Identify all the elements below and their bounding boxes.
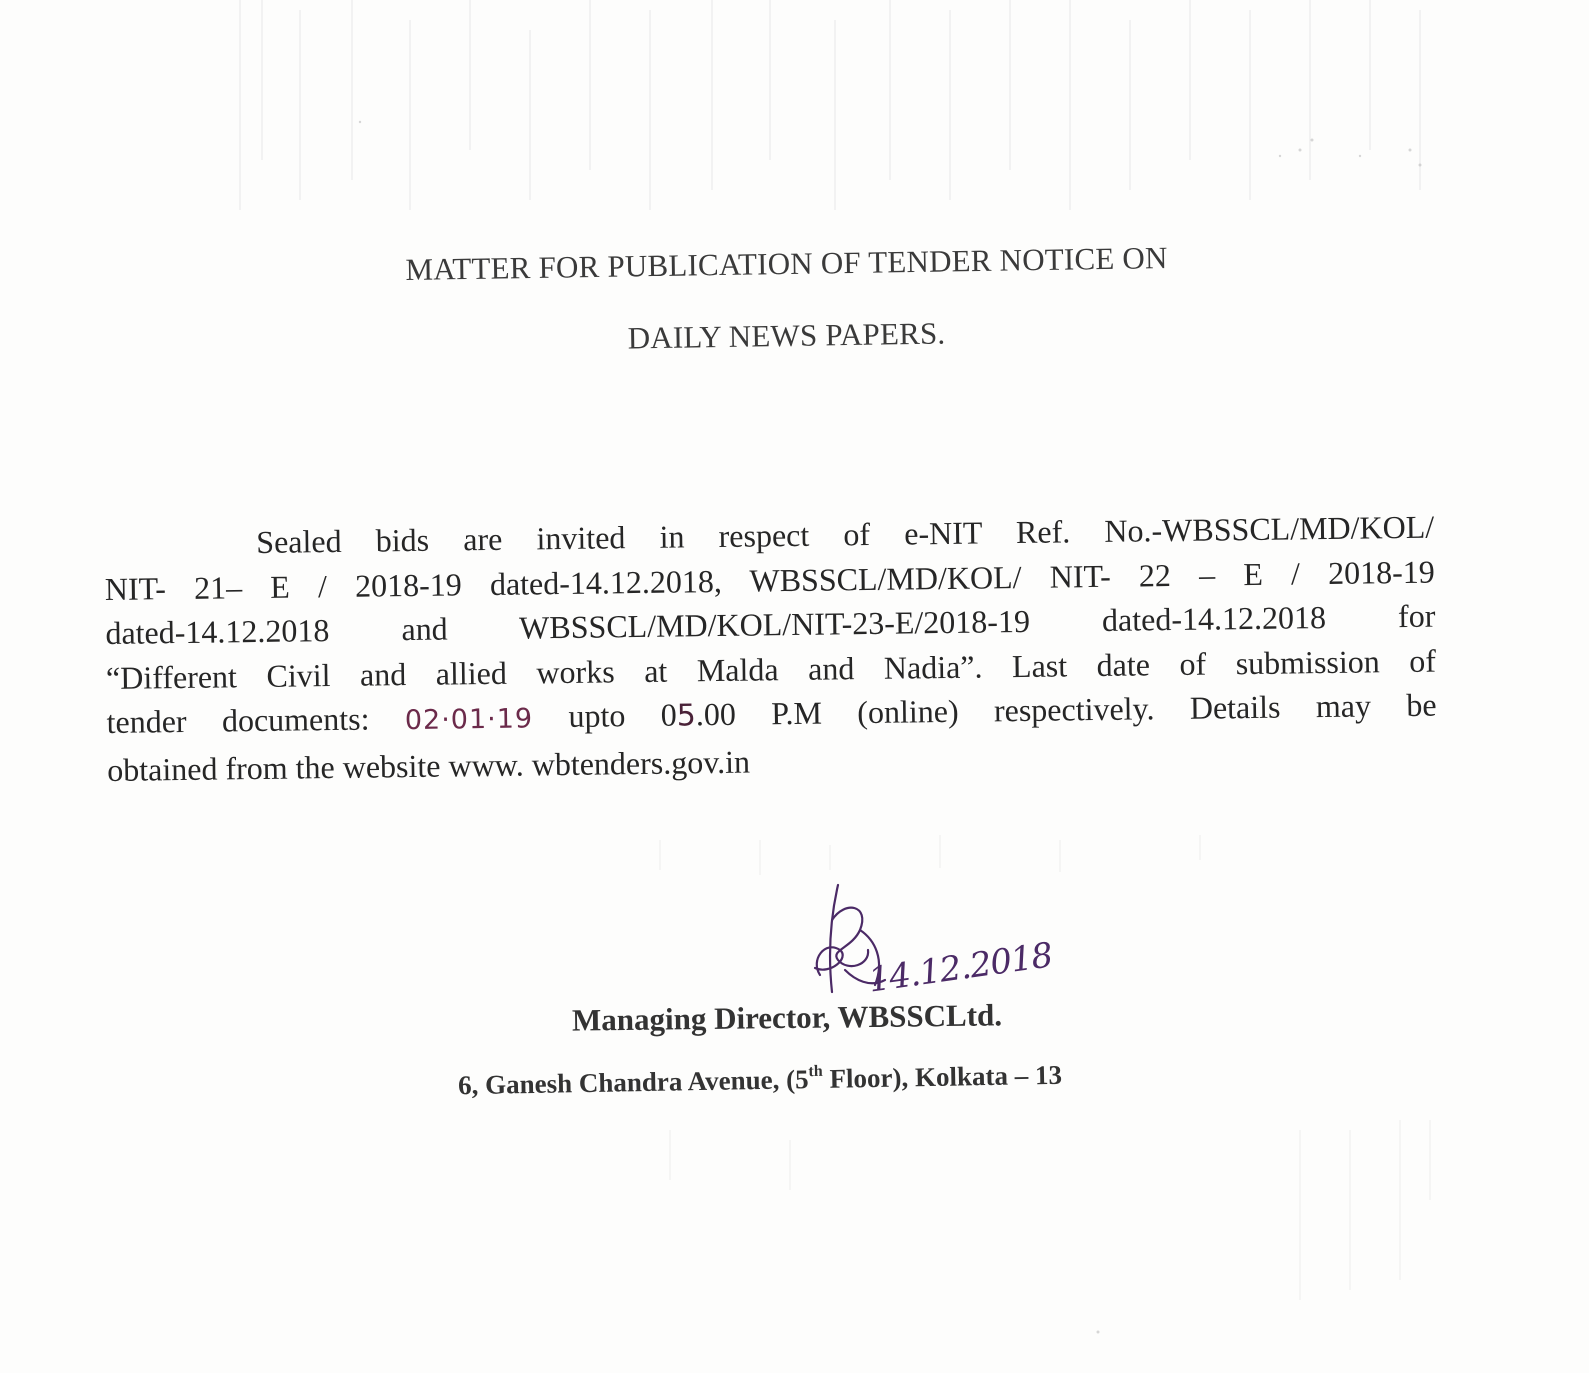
body-line-5-prefix: tender documents: xyxy=(106,700,370,740)
body-line-3: dated-14.12.2018 and WBSSCL/MD/KOL/NIT-23-E/2018-19 dated-14.12.2018 for xyxy=(105,597,1436,651)
signatory-designation: Managing Director, WBSSCLtd. xyxy=(571,997,1003,1038)
handwritten-submission-date: 02·01·19 xyxy=(404,703,534,737)
body-line-5-suffix: .00 P.M (online) respectively. Details may be xyxy=(695,686,1437,733)
address-part-2: Floor), Kolkata – 13 xyxy=(822,1059,1063,1094)
notice-heading-line-2: DAILY NEWS PAPERS. xyxy=(627,315,946,356)
body-line-1: Sealed bids are invited in respect of e-NIT Ref. No.-WBSSCL/MD/KOL/ xyxy=(256,508,1435,561)
signature-date: 14.12.2018 xyxy=(866,935,1055,1001)
address-ordinal: th xyxy=(808,1062,823,1081)
notice-body xyxy=(104,505,1437,792)
body-line-5-mid: upto 0 xyxy=(568,696,677,734)
body-line-4: “Different Civil and allied works at Malda and Nadia”. Last date of submission of xyxy=(105,642,1437,696)
notice-heading-line-1: MATTER FOR PUBLICATION OF TENDER NOTICE ON xyxy=(405,240,1168,287)
handwritten-hour-digit: 5 xyxy=(676,698,697,734)
body-line-6: obtained from the website www. wbtenders.gov.in xyxy=(107,743,751,788)
address-part-1: 6, Ganesh Chandra Avenue, (5 xyxy=(457,1064,809,1101)
office-address xyxy=(458,1059,1062,1102)
body-line-2: NIT- 21– E / 2018-19 dated-14.12.2018, WBSSCL/MD/KOL/ NIT- 22 – E / 2018-19 xyxy=(104,553,1435,607)
